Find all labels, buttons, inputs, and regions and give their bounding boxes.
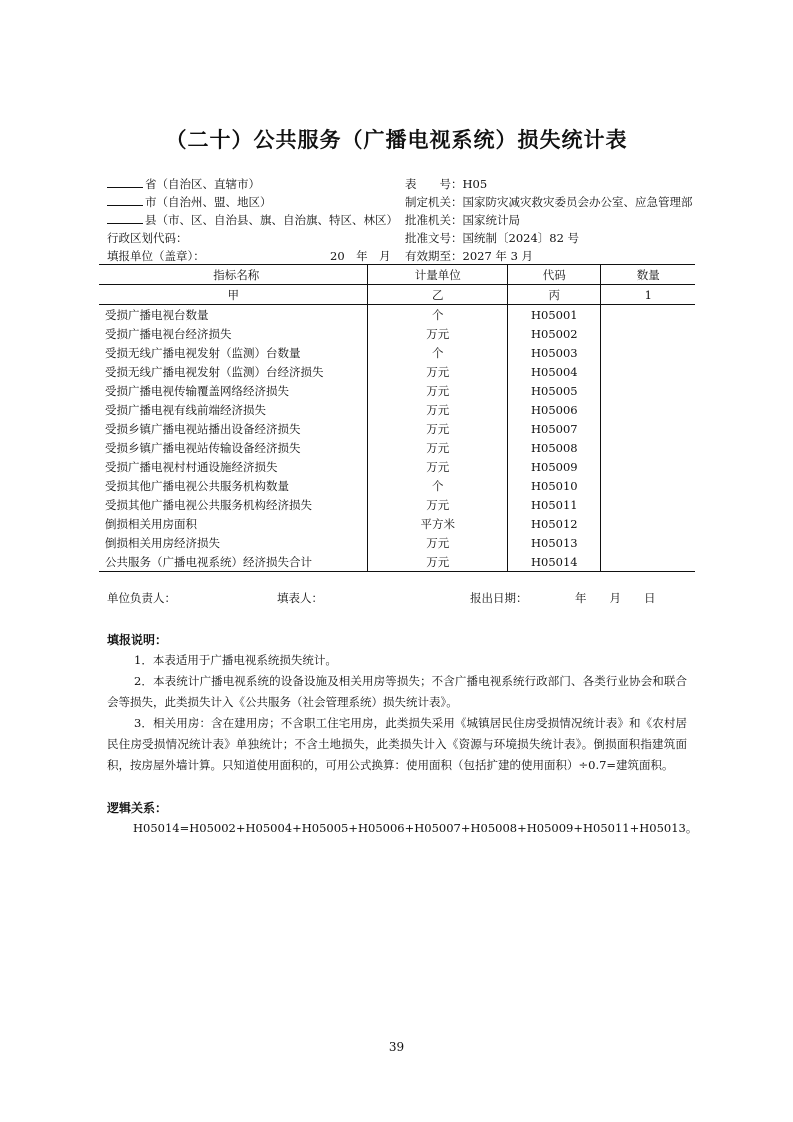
header-code: 代码	[508, 265, 601, 285]
indicator-name-cell: 受损广播电视村村通设施经济损失	[99, 457, 368, 476]
code-row-cell: 甲	[99, 285, 368, 305]
quantity-cell[interactable]	[601, 362, 695, 381]
table-row	[99, 457, 695, 476]
table-row	[99, 305, 695, 325]
code-cell: H05006	[508, 400, 601, 419]
quantity-cell[interactable]	[601, 324, 695, 343]
code-cell: H05004	[508, 362, 601, 381]
responsible-label: 单位负责人：	[107, 591, 176, 605]
indicator-name-cell: 倒损相关用房面积	[99, 514, 368, 533]
quantity-cell[interactable]	[601, 514, 695, 533]
note-item: 3．相关用房：含在建用房；不含职工住宅用房，此类损失采用《城镇居民住房受损情况统计表》和《农村居民住房受损情况统计表》单独统计；不含土地损失，此类损失计入《资源与环境损失统计表》。倒损面积指建筑面积，按房屋外墙计算。只知道使用面积的，可用公式换算：使用面积（包括扩建的使用面积）÷0.7=建筑面积。	[107, 716, 687, 772]
code-cell: H05012	[508, 514, 601, 533]
table-row	[99, 362, 695, 381]
fill-date-label: 20 年 月	[330, 249, 391, 263]
table-row	[99, 514, 695, 533]
city-blank	[107, 194, 143, 206]
unit-cell: 个	[368, 343, 508, 362]
table-row	[99, 400, 695, 419]
notes-title: 填报说明：	[107, 633, 168, 647]
quantity-cell[interactable]	[601, 438, 695, 457]
table-row	[99, 476, 695, 495]
made-by: 制定机关：国家防灾减灾救灾委员会办公室、应急管理部	[405, 195, 693, 209]
quantity-cell[interactable]	[601, 457, 695, 476]
quantity-cell[interactable]	[601, 495, 695, 514]
unit-cell: 万元	[368, 533, 508, 552]
county-label: 县（市、区、自治县、旗、自治旗、特区、林区）	[145, 213, 398, 227]
indicator-name-cell: 受损广播电视传输覆盖网络经济损失	[99, 381, 368, 400]
page-number: 39	[388, 1040, 405, 1054]
indicator-name-cell: 倒损相关用房经济损失	[99, 533, 368, 552]
header-indicator: 指标名称	[99, 265, 368, 285]
table-row	[99, 552, 695, 572]
indicator-name-cell: 公共服务（广播电视系统）经济损失合计	[99, 552, 368, 572]
code-row-cell: 丙	[508, 285, 601, 305]
logic-formula: H05014=H05002+H05004+H05005+H05006+H05007+H05008+H05009+H05011+H05013。	[133, 821, 698, 835]
code-cell: H05003	[508, 343, 601, 362]
county-line	[107, 212, 398, 228]
code-cell: H05005	[508, 381, 601, 400]
quantity-cell[interactable]	[601, 552, 695, 572]
quantity-cell[interactable]	[601, 381, 695, 400]
unit-cell: 万元	[368, 438, 508, 457]
code-cell: H05001	[508, 305, 601, 325]
note-item: 2．本表统计广播电视系统的设备设施及相关用房等损失；不含广播电视系统行政部门、各类行业协会和联合会等损失，此类损失计入《公共服务（社会管理系统）损失统计表》。	[107, 674, 687, 709]
logic-title: 逻辑关系：	[107, 801, 168, 815]
code-cell: H05013	[508, 533, 601, 552]
indicator-name-cell: 受损无线广播电视发射（监测）台数量	[99, 343, 368, 362]
quantity-cell[interactable]	[601, 343, 695, 362]
page-title: （二十）公共服务（广播电视系统）损失统计表	[165, 128, 628, 152]
city-line	[107, 194, 272, 210]
unit-cell: 个	[368, 476, 508, 495]
quantity-cell[interactable]	[601, 476, 695, 495]
unit-cell: 万元	[368, 400, 508, 419]
report-date-label: 报出日期：	[470, 591, 528, 605]
fill-unit-label: 填报单位（盖章）：	[107, 249, 205, 263]
indicator-name-cell: 受损其他广播电视公共服务机构数量	[99, 476, 368, 495]
table-row	[99, 381, 695, 400]
province-label: 省（自治区、直辖市）	[145, 177, 260, 191]
form-number: 表 号：H05	[405, 177, 488, 191]
quantity-cell[interactable]	[601, 400, 695, 419]
indicator-name-cell: 受损广播电视台数量	[99, 305, 368, 325]
valid-until: 有效期至：2027 年 3 月	[405, 249, 534, 263]
code-cell: H05002	[508, 324, 601, 343]
table-row	[99, 495, 695, 514]
code-row-cell: 乙	[368, 285, 508, 305]
indicator-name-cell: 受损乡镇广播电视站传输设备经济损失	[99, 438, 368, 457]
table-row	[99, 533, 695, 552]
header-quantity: 数量	[601, 265, 695, 285]
table-header-row	[99, 265, 695, 285]
city-label: 市（自治州、盟、地区）	[145, 195, 272, 209]
indicator-name-cell: 受损乡镇广播电视站播出设备经济损失	[99, 419, 368, 438]
code-cell: H05010	[508, 476, 601, 495]
quantity-cell[interactable]	[601, 419, 695, 438]
code-cell: H05011	[508, 495, 601, 514]
table-row	[99, 438, 695, 457]
code-cell: H05009	[508, 457, 601, 476]
approval-number: 批准文号：国统制〔2024〕82 号	[405, 231, 580, 245]
table-row	[99, 324, 695, 343]
table-row	[99, 343, 695, 362]
indicator-name-cell: 受损广播电视台经济损失	[99, 324, 368, 343]
unit-cell: 平方米	[368, 514, 508, 533]
header-unit: 计量单位	[368, 265, 508, 285]
code-cell: H05014	[508, 552, 601, 572]
province-blank	[107, 176, 143, 188]
unit-cell: 万元	[368, 419, 508, 438]
quantity-cell[interactable]	[601, 305, 695, 325]
code-row	[99, 285, 695, 305]
indicator-name-cell: 受损无线广播电视发射（监测）台经济损失	[99, 362, 368, 381]
report-date-units: 年 月 日	[575, 591, 656, 605]
code-row-cell: 1	[601, 285, 695, 305]
unit-cell: 万元	[368, 381, 508, 400]
admin-code-label: 行政区划代码：	[107, 231, 188, 245]
county-blank	[107, 212, 143, 224]
quantity-cell[interactable]	[601, 533, 695, 552]
table-row	[99, 419, 695, 438]
approved-by: 批准机关：国家统计局	[405, 213, 520, 227]
unit-cell: 万元	[368, 324, 508, 343]
unit-cell: 万元	[368, 495, 508, 514]
unit-cell: 万元	[368, 457, 508, 476]
filler-label: 填表人：	[277, 591, 323, 605]
unit-cell: 万元	[368, 552, 508, 572]
note-item: 1．本表适用于广播电视系统损失统计。	[134, 653, 337, 667]
code-cell: H05008	[508, 438, 601, 457]
province-line	[107, 176, 260, 192]
loss-table	[99, 264, 695, 572]
unit-cell: 万元	[368, 362, 508, 381]
indicator-name-cell: 受损广播电视有线前端经济损失	[99, 400, 368, 419]
code-cell: H05007	[508, 419, 601, 438]
unit-cell: 个	[368, 305, 508, 325]
indicator-name-cell: 受损其他广播电视公共服务机构经济损失	[99, 495, 368, 514]
